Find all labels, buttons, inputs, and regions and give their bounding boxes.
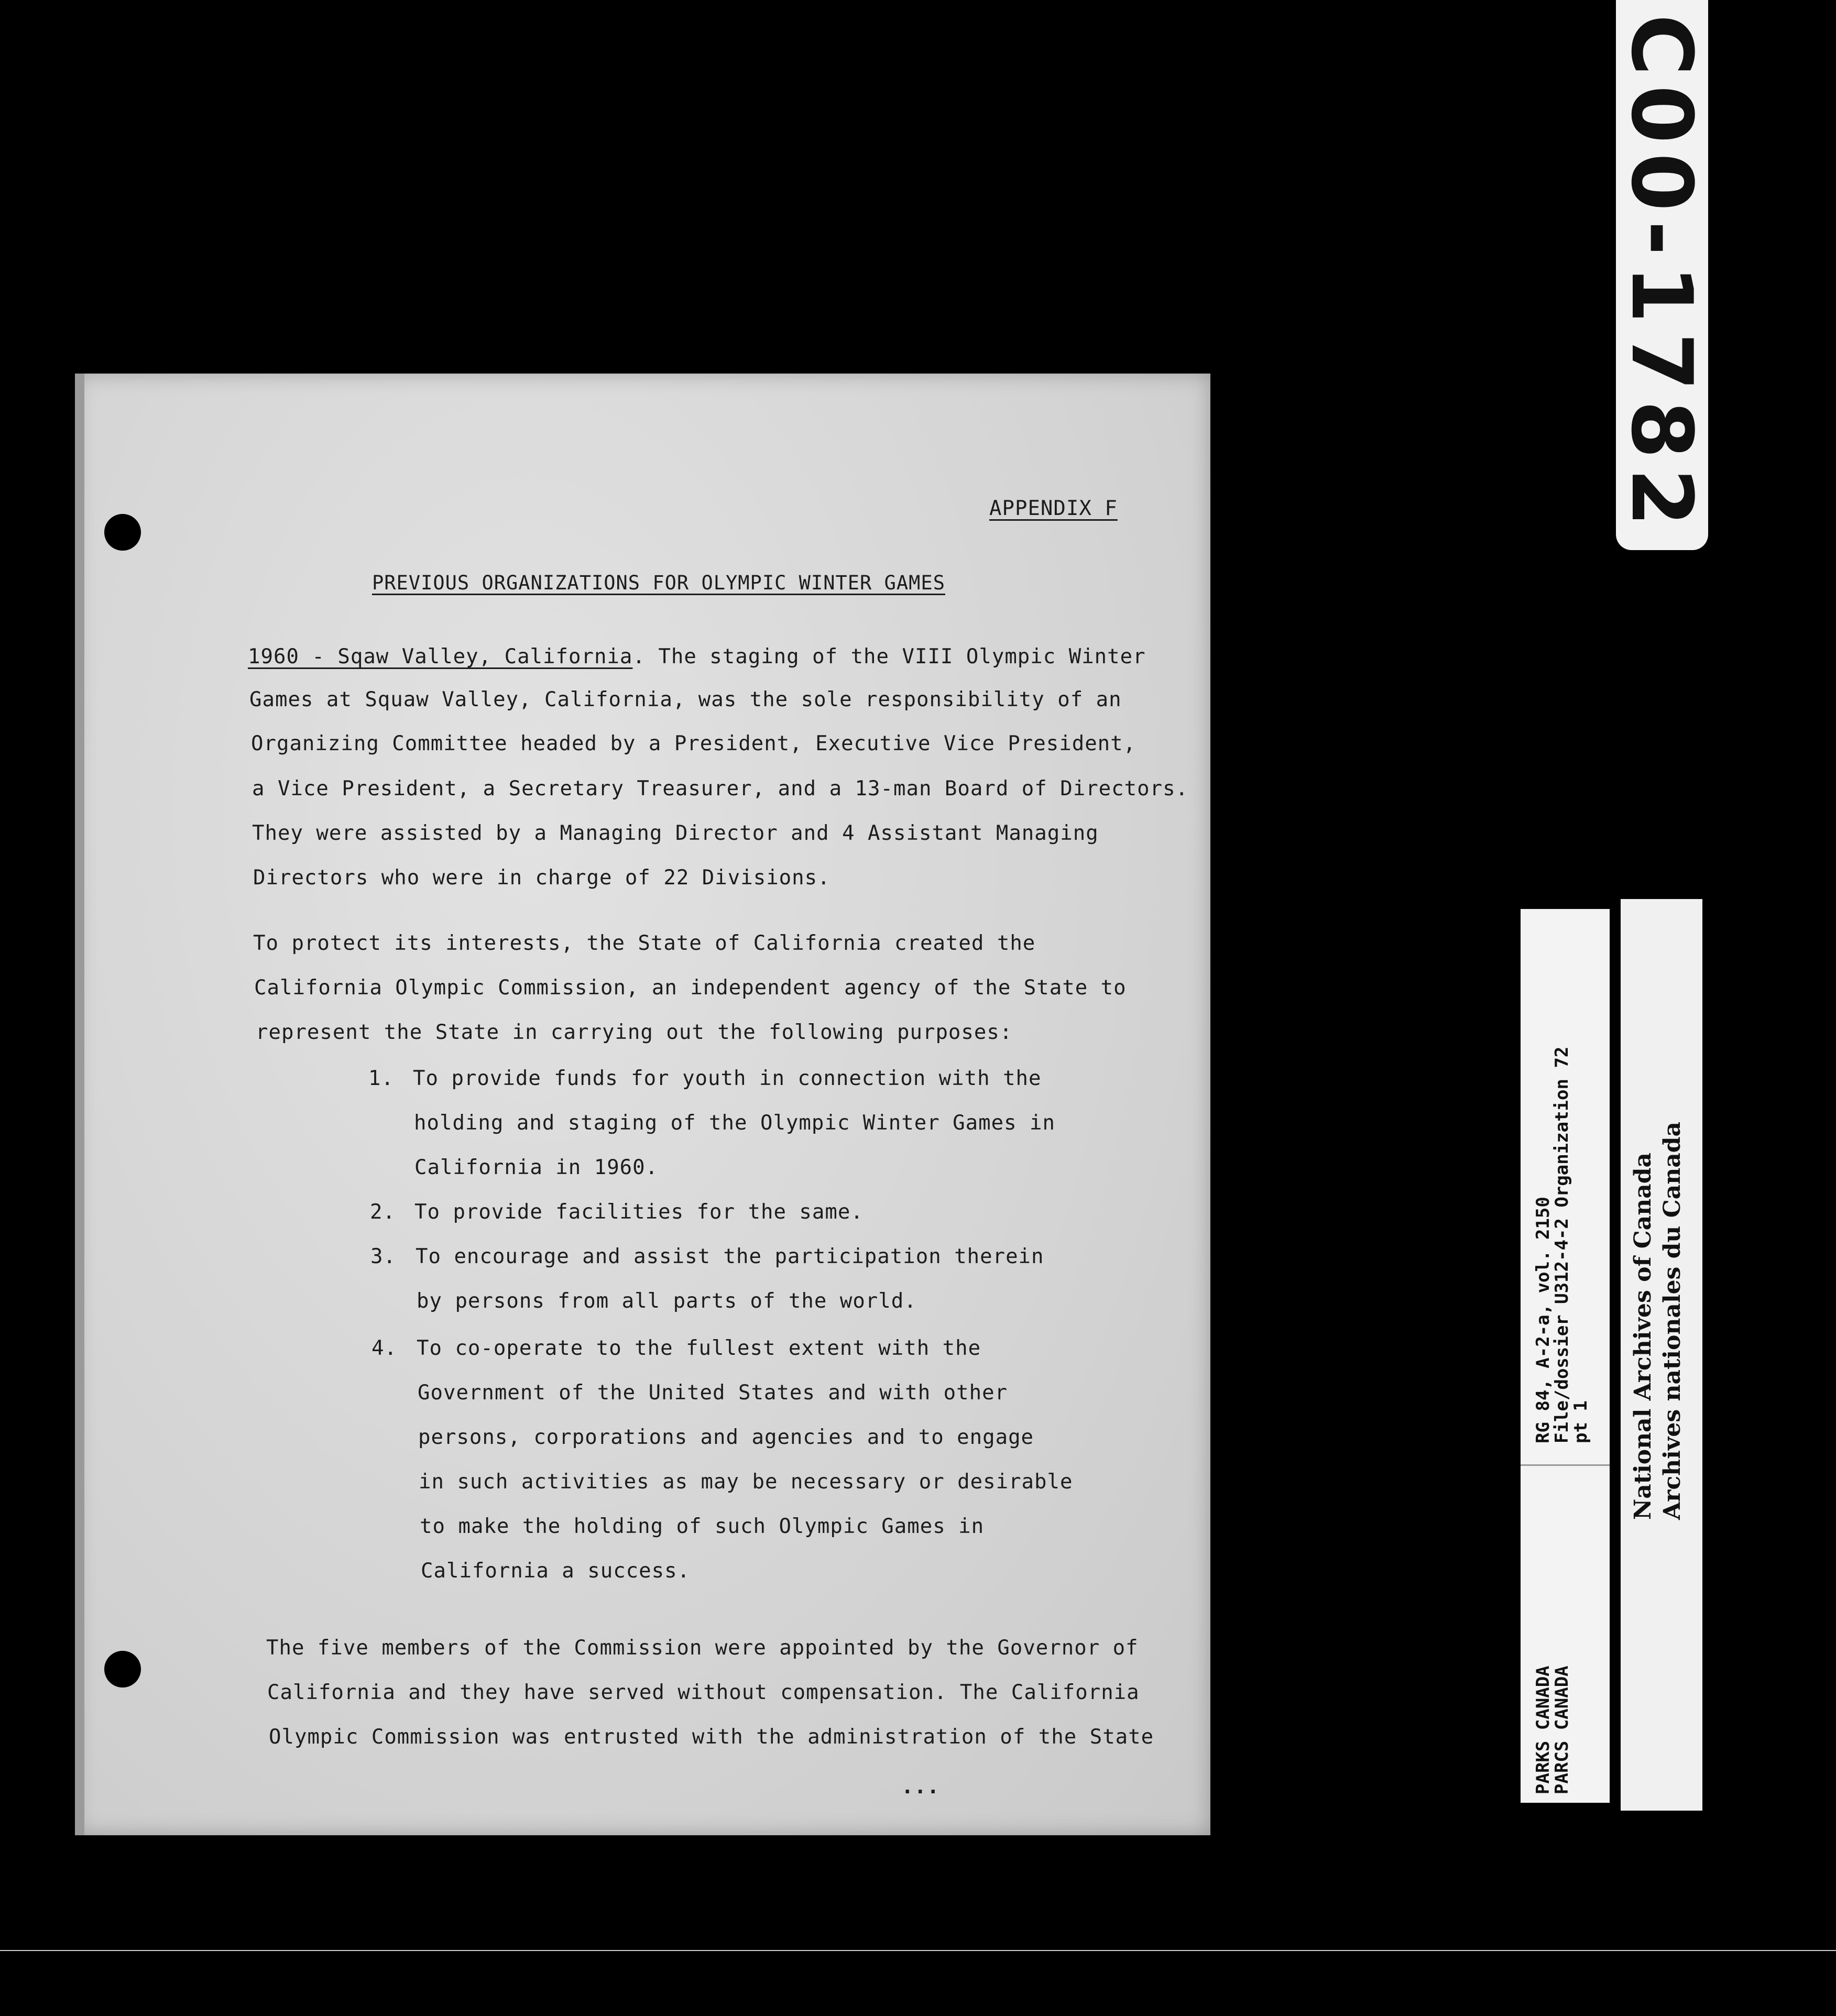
list-number: 2.	[370, 1200, 396, 1224]
list-number: 1.	[368, 1067, 394, 1090]
list-item-line: to make the holding of such Olympic Games in	[420, 1515, 985, 1538]
paragraph-1-line-1	[248, 645, 1146, 669]
paragraph-line: a Vice President, a Secretary Treasurer, and a 13-man Board of Directors.	[252, 777, 1189, 801]
list-item-line: in such activities as may be necessary or desirable	[419, 1470, 1073, 1494]
appendix-label: APPENDIX F	[989, 497, 1118, 520]
continuation-mark: ...	[901, 1775, 940, 1799]
archive-label-left	[1521, 909, 1610, 1803]
paragraph-line: represent the State in carrying out the following purposes:	[256, 1021, 1013, 1044]
paragraph-line: California and they have served without compensation. The California	[267, 1681, 1140, 1704]
paragraph-line: California Olympic Commission, an independent agency of the State to	[254, 976, 1127, 1000]
punch-hole	[104, 1651, 141, 1688]
paragraph-line: To protect its interests, the State of California created the	[253, 932, 1036, 955]
list-item-line: by persons from all parts of the world.	[417, 1289, 917, 1313]
reel-number-strip	[1613, 0, 1711, 550]
section-heading: 1960 - Sqaw Valley, California	[248, 645, 633, 669]
paragraph-line: Directors who were in charge of 22 Divisions.	[253, 866, 830, 890]
label-divider	[1521, 1464, 1610, 1466]
paragraph-line: Games at Squaw Valley, California, was the sole responsibility of an	[249, 688, 1122, 711]
page-title: PREVIOUS ORGANIZATIONS FOR OLYMPIC WINTER GAMES	[372, 572, 945, 594]
paragraph-line: . The staging of the VIII Olympic Winter	[632, 645, 1146, 669]
list-number: 3.	[370, 1245, 396, 1268]
paragraph-line: The five members of the Commission were appointed by the Governor of	[266, 1636, 1139, 1660]
reel-number: C00-1782	[1613, 14, 1711, 536]
punch-hole	[104, 514, 141, 551]
list-item-line: To co-operate to the fullest extent with the	[417, 1336, 981, 1360]
parks-canada-label: PARKS CANADA PARCS CANADA	[1533, 1666, 1572, 1794]
list-item-line: California in 1960.	[414, 1156, 659, 1179]
film-edge-line	[0, 1950, 1836, 1951]
list-item-line: Government of the United States and with other	[418, 1381, 1008, 1405]
list-item-line: persons, corporations and agencies and to engage	[418, 1426, 1034, 1449]
paragraph-line: They were assisted by a Managing Director and 4 Assistant Managing	[252, 821, 1099, 845]
file-reference: RG 84, A-2-a, vol. 2150 File/dossier U312-4-2 Organization 72 pt 1	[1533, 1046, 1591, 1443]
list-item-line: To encourage and assist the participation therein	[416, 1245, 1044, 1268]
archive-label-right	[1621, 899, 1702, 1811]
archives-canada-label: National Archives of Canada Archives nationales du Canada	[1630, 1121, 1686, 1520]
list-item-line: To provide funds for youth in connection with the	[413, 1067, 1042, 1090]
list-item-line: To provide facilities for the same.	[414, 1200, 864, 1224]
list-number: 4.	[371, 1336, 397, 1360]
paragraph-line: Olympic Commission was entrusted with the administration of the State	[269, 1725, 1154, 1749]
paragraph-line: Organizing Committee headed by a President, Executive Vice President,	[251, 732, 1136, 755]
list-item-line: California a success.	[421, 1559, 691, 1583]
document-page	[75, 374, 1210, 1835]
list-item-line: holding and staging of the Olympic Winter Games in	[414, 1111, 1055, 1135]
page-edge	[75, 374, 84, 1835]
